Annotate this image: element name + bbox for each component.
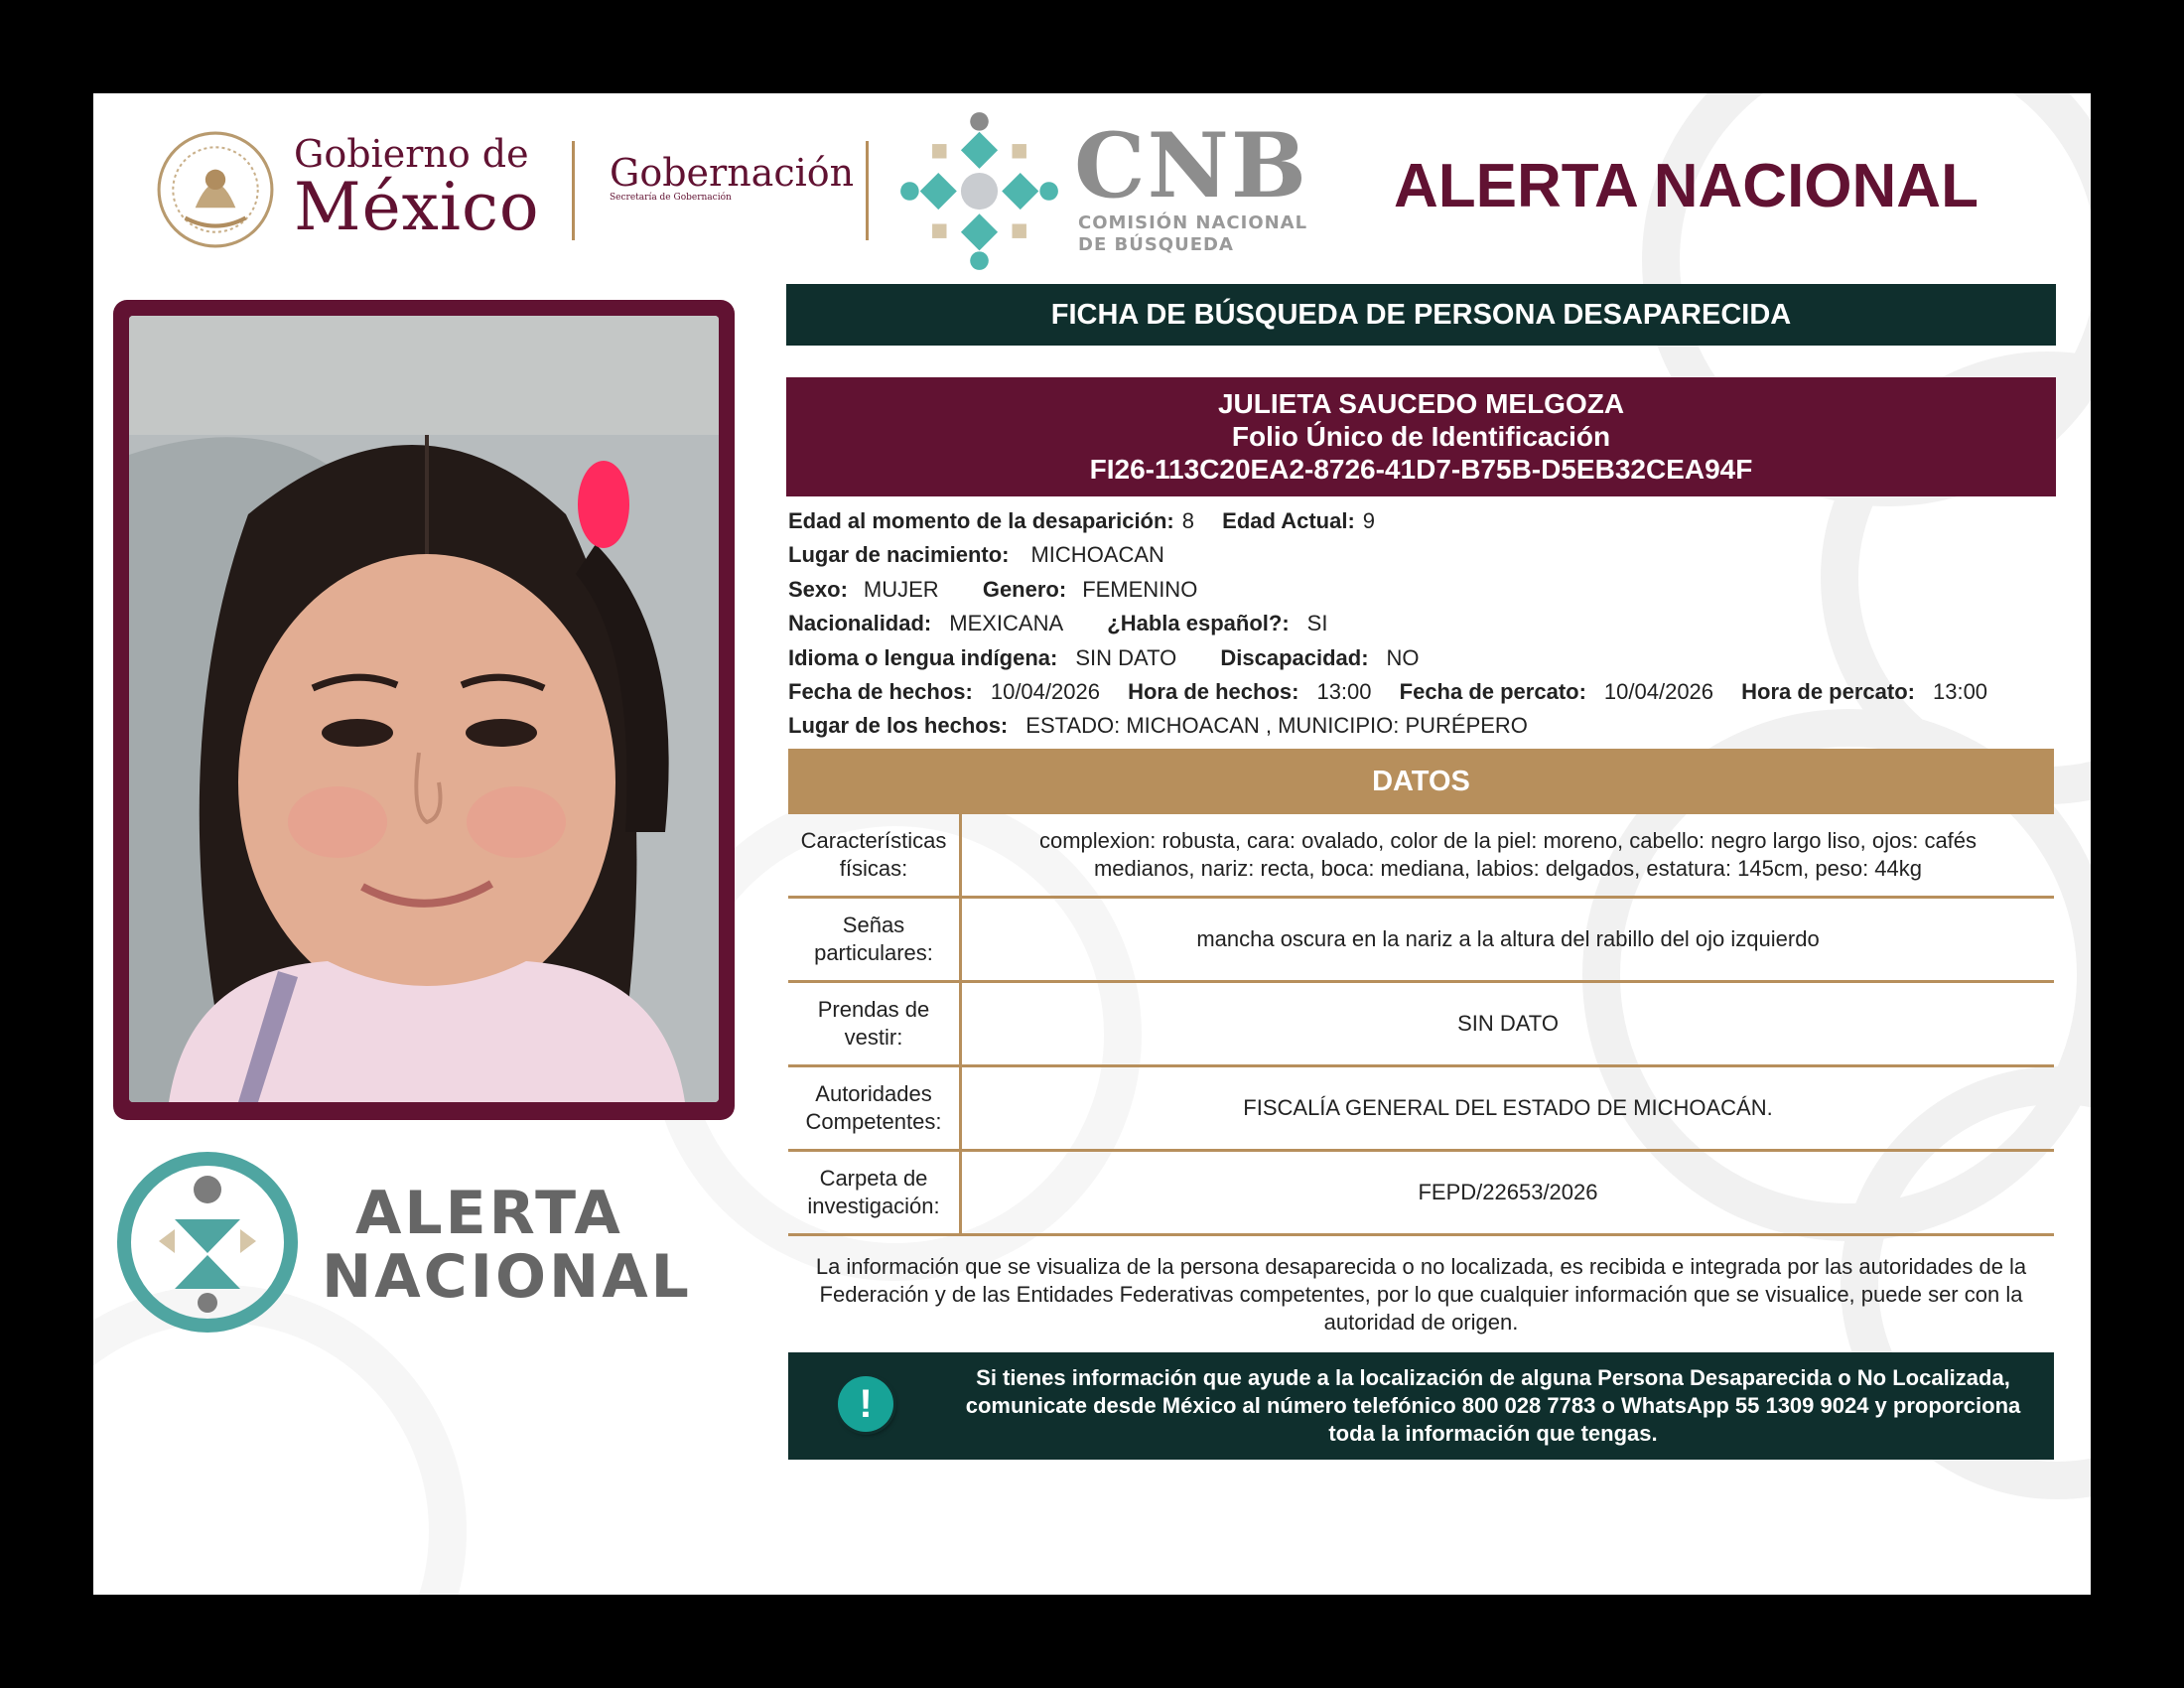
- alerta-logo-line1: ALERTA: [355, 1179, 623, 1248]
- ficha-title-bar: FICHA DE BÚSQUEDA DE PERSONA DESAPARECIDA: [786, 284, 2056, 346]
- info-row-idioma: [788, 641, 2054, 675]
- lugar-label: Lugar de los hechos:: [788, 713, 1009, 739]
- idioma-label: Idioma o lengua indígena:: [788, 644, 1058, 670]
- folio-number: FI26-113C20EA2-8726-41D7-B75B-D5EB32CEA94F: [1089, 454, 1753, 485]
- info-row-nacionalidad: [788, 607, 2054, 640]
- cnb-logo-icon: [897, 109, 1061, 273]
- datos-table: [788, 814, 2054, 1236]
- person-info: [788, 504, 2054, 744]
- datos-value: complexion: robusta, cara: ovalado, color de la piel: moreno, cabello: negro largo liso, ojos: cafés medianos, nariz: recta, boca: mediana, labios: delgados, estatura: 145cm, peso: 44kg: [961, 814, 2055, 898]
- fecha-hechos-label: Fecha de hechos:: [788, 678, 973, 704]
- nacimiento-label: Lugar de nacimiento:: [788, 542, 1010, 568]
- edad-actual-label: Edad Actual:: [1222, 508, 1355, 533]
- person-name: JULIETA SAUCEDO MELGOZA: [1217, 388, 1625, 419]
- datos-title-bar: DATOS: [788, 749, 2054, 814]
- exclamation-icon: !: [838, 1376, 893, 1432]
- alert-sheet: [93, 93, 2091, 1595]
- edad-value: 8: [1181, 508, 1195, 533]
- genero-value: FEMENINO: [1082, 576, 1198, 602]
- cnb-wordmark: CNB: [1074, 113, 1308, 218]
- nacionalidad-value: MEXICANA: [949, 611, 1064, 636]
- contact-text: Si tienes información que ayude a la localización de alguna Persona Desaparecida o No Localizada, comunicate desde México al número telefónico 800 028 7783 o WhatsApp 55 1309 9024 y proporciona toda la información que tengas.: [965, 1365, 2021, 1446]
- hora-hechos-value: 13:00: [1316, 678, 1372, 704]
- gobierno-line1: Gobierno de: [294, 132, 529, 176]
- info-row-fechas: [788, 675, 2054, 709]
- header-divider: [866, 141, 869, 240]
- datos-value: FISCALÍA GENERAL DEL ESTADO DE MICHOACÁN.: [961, 1066, 2055, 1151]
- photo-frame: [113, 300, 735, 1120]
- gobernacion-sub: Secretaría de Gobernación: [610, 193, 732, 203]
- info-row-sexo: [788, 573, 2054, 607]
- table-row: [788, 982, 2054, 1066]
- table-row: [788, 814, 2054, 898]
- missing-person-photo: [129, 316, 719, 1102]
- folio-label: Folio Único de Identificación: [1231, 421, 1611, 452]
- cnb-sub-line2: DE BÚSQUEDA: [1078, 234, 1234, 255]
- espanol-label: ¿Habla español?:: [1107, 611, 1290, 636]
- alerta-nacional-title: ALERTA NACIONAL: [1394, 152, 1979, 220]
- lugar-value: ESTADO: MICHOACAN , MUNICIPIO: PURÉPERO: [1025, 713, 1528, 739]
- alerta-nacional-logo-text: [322, 1179, 692, 1312]
- hora-hechos-label: Hora de hechos:: [1128, 678, 1299, 704]
- edad-label: Edad al momento de la desaparición:: [788, 508, 1174, 533]
- header-divider: [572, 141, 575, 240]
- sexo-label: Sexo:: [788, 576, 848, 602]
- info-row-edad: [788, 504, 2054, 538]
- fecha-percato-value: 10/04/2026: [1603, 678, 1714, 704]
- alerta-logo-line2: NACIONAL: [322, 1242, 692, 1312]
- gobernacion-logo: [610, 153, 854, 203]
- gobierno-line2: México: [294, 169, 540, 245]
- cnb-subtitle: [1078, 212, 1307, 256]
- datos-value: FEPD/22653/2026: [961, 1151, 2055, 1235]
- disclaimer-text: La información que se visualiza de la persona desaparecida o no localizada, es recibida e integrada por las autoridades de la Federación y de las Entidades Federativas competentes, por lo que cualquier información que se visualice, puede ser con la autoridad de origen.: [815, 1254, 2027, 1335]
- table-row: [788, 1066, 2054, 1151]
- gobernacion-text: Gobernación: [610, 151, 855, 195]
- espanol-value: SI: [1306, 611, 1328, 636]
- datos-label: Prendas de vestir:: [788, 982, 961, 1066]
- person-name-block: [786, 377, 2056, 496]
- nacionalidad-label: Nacionalidad:: [788, 611, 932, 636]
- datos-value: SIN DATO: [961, 982, 2055, 1066]
- alerta-nacional-logo-icon: [115, 1150, 300, 1335]
- discapacidad-value: NO: [1386, 644, 1420, 670]
- datos-label: Autoridades Competentes:: [788, 1066, 961, 1151]
- fecha-percato-label: Fecha de percato:: [1399, 678, 1586, 704]
- fecha-hechos-value: 10/04/2026: [990, 678, 1100, 704]
- datos-label: Señas particulares:: [788, 898, 961, 982]
- info-row-nacimiento: [788, 538, 2054, 572]
- gobierno-de-mexico-logo: [294, 132, 540, 245]
- cnb-sub-line1: COMISIÓN NACIONAL: [1078, 212, 1308, 233]
- table-row: [788, 898, 2054, 982]
- idioma-value: SIN DATO: [1075, 644, 1177, 670]
- nacimiento-value: MICHOACAN: [1030, 542, 1164, 568]
- hora-percato-label: Hora de percato:: [1741, 678, 1915, 704]
- mexico-seal-icon: [155, 129, 276, 250]
- contact-bar: [788, 1352, 2054, 1460]
- info-row-lugar: [788, 709, 2054, 743]
- discapacidad-label: Discapacidad:: [1220, 644, 1369, 670]
- sexo-value: MUJER: [863, 576, 939, 602]
- datos-value: mancha oscura en la nariz a la altura del rabillo del ojo izquierdo: [961, 898, 2055, 982]
- table-row: [788, 1151, 2054, 1235]
- hora-percato-value: 13:00: [1932, 678, 1988, 704]
- portrait-illustration: [129, 316, 719, 1102]
- datos-label: Características físicas:: [788, 814, 961, 898]
- edad-actual-value: 9: [1362, 508, 1376, 533]
- header: [93, 93, 2091, 292]
- genero-label: Genero:: [982, 576, 1067, 602]
- datos-label: Carpeta de investigación:: [788, 1151, 961, 1235]
